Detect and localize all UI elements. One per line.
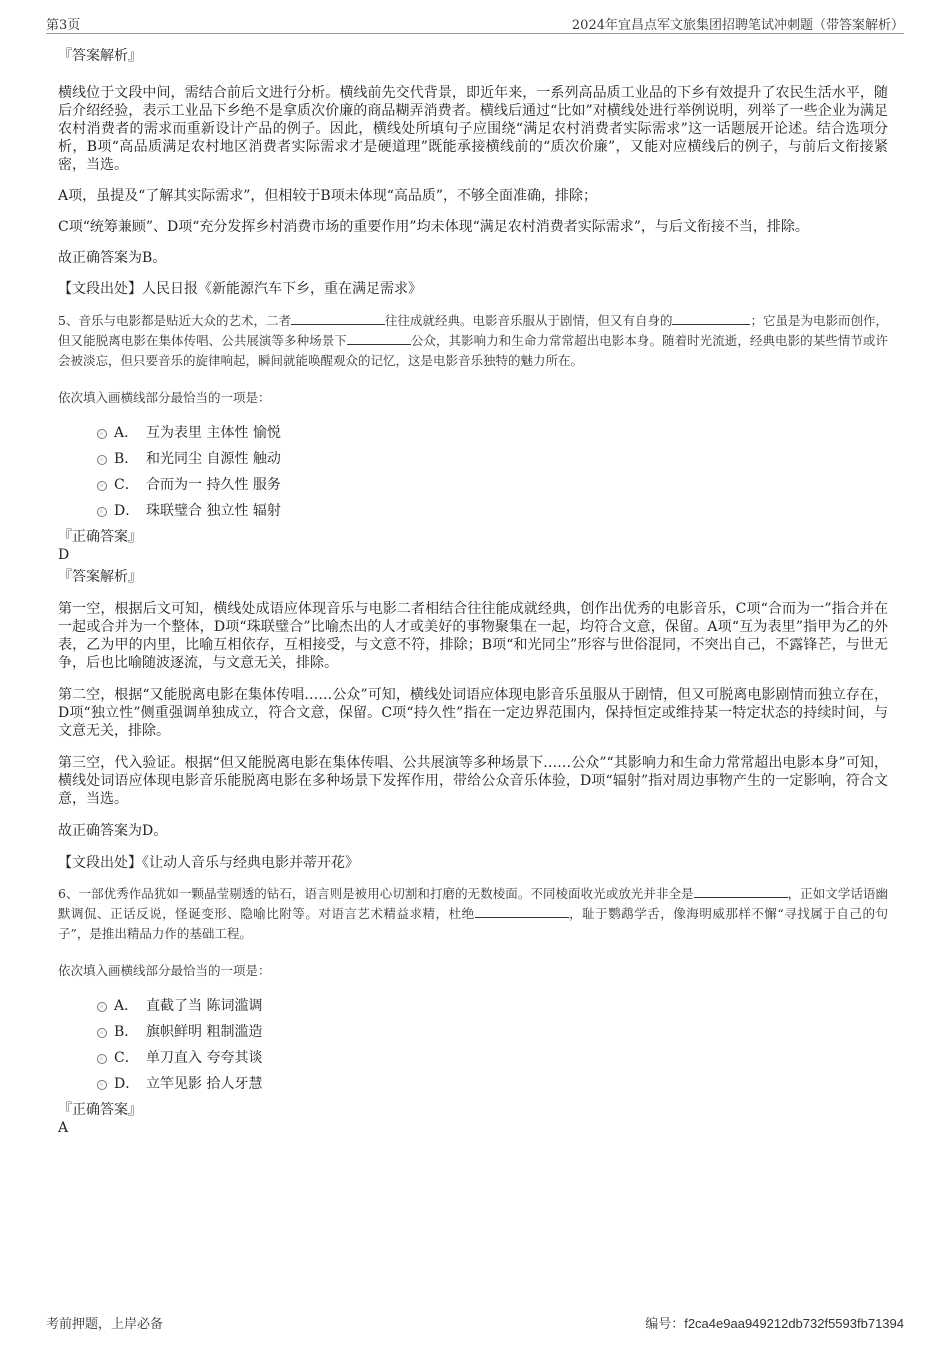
fill-blank (291, 312, 385, 325)
option-c[interactable]: C． 合而为一 持久性 服务 (58, 472, 888, 498)
correct-answer: D (58, 547, 70, 563)
option-list (58, 993, 888, 1097)
analysis-conclusion: 故正确答案为B。 (58, 250, 167, 266)
correct-answer-label: 『正确答案』 (58, 1102, 142, 1118)
correct-answer: A (58, 1120, 69, 1136)
radio-icon[interactable] (97, 1054, 107, 1064)
document-body (58, 45, 888, 1137)
analysis-paragraph: A项，虽提及“了解其实际需求”，但相较于B项未体现“高品质”，不够全面准确，排除； (58, 188, 598, 204)
source-citation: 【文段出处】《让动人音乐与经典电影并蒂开花》 (58, 855, 359, 871)
radio-icon[interactable] (97, 1002, 107, 1012)
analysis-paragraph: 横线位于文段中间，需结合前后文进行分析。横线前先交代背景，即近年来，一系列高品质工业品的下乡有效提升了农民生活水平，随后介绍经验，表示工业品下乡绝不是拿质次价廉的商品糊弄消费者。横线后通过“比如”对横线处进行举例说明，列举了一些企业为满足农村消费者的需求而重新设计产品的例子。因此，横线处所填句子应围绕“满足农村消费者实际需求”这一话题展开论述。结合选项分析，B项“高品质满足农村地区消费者实际需求才是硬道理”既能承接横线前的“质次价廉”，又能对应横线后的例子，与前后文衔接紧密，当选。 (58, 85, 888, 173)
fill-blank (672, 312, 750, 325)
analysis-label: 『答案解析』 (58, 569, 142, 585)
analysis-paragraph: C项“统筹兼顾”、D项“充分发挥乡村消费市场的重要作用”均未体现“满足农村消费者实际需求”，与后文衔接不当，排除。 (58, 219, 809, 235)
document-title: 2024年宜昌点军文旅集团招聘笔试冲刺题（带答案解析） (571, 18, 904, 33)
analysis-paragraph: 第三空，代入验证。根据“但又能脱离电影在集体传唱、公共展演等多种场景下……公众”“其影响力和生命力常常超出电影本身”可知，横线处词语应体现电影音乐能脱离电影在多种场景下发挥作用，带给公众音乐体验，D项“辐射”指对周边事物产生的一定影响，符合文意，当选。 (58, 755, 888, 807)
option-c[interactable]: C． 单刀直入 夸夸其谈 (58, 1045, 888, 1071)
option-d[interactable]: D． 立竿见影 拾人牙慧 (58, 1071, 888, 1097)
option-list (58, 420, 888, 524)
page-header (46, 11, 904, 34)
analysis-conclusion: 故正确答案为D。 (58, 823, 168, 839)
option-a[interactable]: A． 直截了当 陈词滥调 (58, 993, 888, 1019)
source-citation: 【文段出处】人民日报《新能源汽车下乡，重在满足需求》 (58, 281, 422, 297)
question-prompt: 依次填入画横线部分最恰当的一项是： (58, 963, 271, 978)
radio-icon[interactable] (97, 455, 107, 465)
option-d[interactable]: D． 珠联璧合 独立性 辐射 (58, 498, 888, 524)
option-b[interactable]: B． 旗帜鲜明 粗制滥造 (58, 1019, 888, 1045)
radio-icon[interactable] (97, 1080, 107, 1090)
document-id: 编号：f2ca4e9aa949212db732f5593fb71394 (645, 1316, 904, 1331)
option-b[interactable]: B． 和光同尘 自源性 触动 (58, 446, 888, 472)
question-prompt: 依次填入画横线部分最恰当的一项是： (58, 390, 271, 405)
question-stem: 5、音乐与电影都是贴近大众的艺术，二者 往往成就经典。电影音乐服从于剧情，但又有自身的 ；它虽是为电影而创作，但又能脱离电影在集体传唱、公共展演等多种场景下 公众，其影响力和生命力常常超出电影本身。随着时光流逝，经典电影的某些情节或许会被淡忘，但只要音乐的旋律响起，瞬间就能唤醒观众的记忆，这是电影音乐独特的魅力所在。 (58, 313, 888, 368)
radio-icon[interactable] (97, 429, 107, 439)
radio-icon[interactable] (97, 507, 107, 517)
analysis-paragraph: 第一空，根据后文可知，横线处成语应体现音乐与电影二者相结合往往能成就经典，创作出优秀的电影音乐，C项“合而为一”指合并在一起或合并为一个整体，D项“珠联璧合”比喻杰出的人才或美好的事物聚集在一起，均符合文意，保留。A项“互为表里”指甲为乙的外表，乙为甲的内里，比喻互相依存，互相接受，与文意不符，排除；B项“和光同尘”形容与世俗混同，不突出自己，不露锋芒，与世无争，后也比喻随波逐流，与文意无关，排除。 (58, 601, 888, 671)
page-number: 第3页 (46, 18, 81, 33)
radio-icon[interactable] (97, 481, 107, 491)
analysis-label: 『答案解析』 (58, 48, 142, 64)
fill-blank (694, 885, 788, 898)
fill-blank (475, 905, 569, 918)
question-stem: 6、一部优秀作品犹如一颗晶莹剔透的钻石，语言则是被用心切割和打磨的无数棱面。不同棱面收光或放光并非全是 ，正如文学话语幽默调侃、正话反说，怪诞变形、隐喻比附等。对语言艺术精益求精，杜绝 ，耻于鹦鹉学舌，像海明威那样不懈“寻找属于自己的句子”，是推出精品力作的基础工程。 (58, 886, 888, 941)
footer-slogan: 考前押题，上岸必备 (46, 1317, 164, 1332)
analysis-paragraph: 第二空，根据“又能脱离电影在集体传唱……公众”可知，横线处词语应体现电影音乐虽服从于剧情，但又可脱离电影剧情而独立存在，D项“独立性”侧重强调单独成立，符合文意，保留。C项“持久性”指在一定边界范围内，保持恒定或维持某一特定状态的持续时间，与文意无关，排除。 (58, 687, 888, 739)
radio-icon[interactable] (97, 1028, 107, 1038)
correct-answer-label: 『正确答案』 (58, 529, 142, 545)
option-a[interactable]: A． 互为表里 主体性 愉悦 (58, 420, 888, 446)
fill-blank (347, 332, 411, 345)
